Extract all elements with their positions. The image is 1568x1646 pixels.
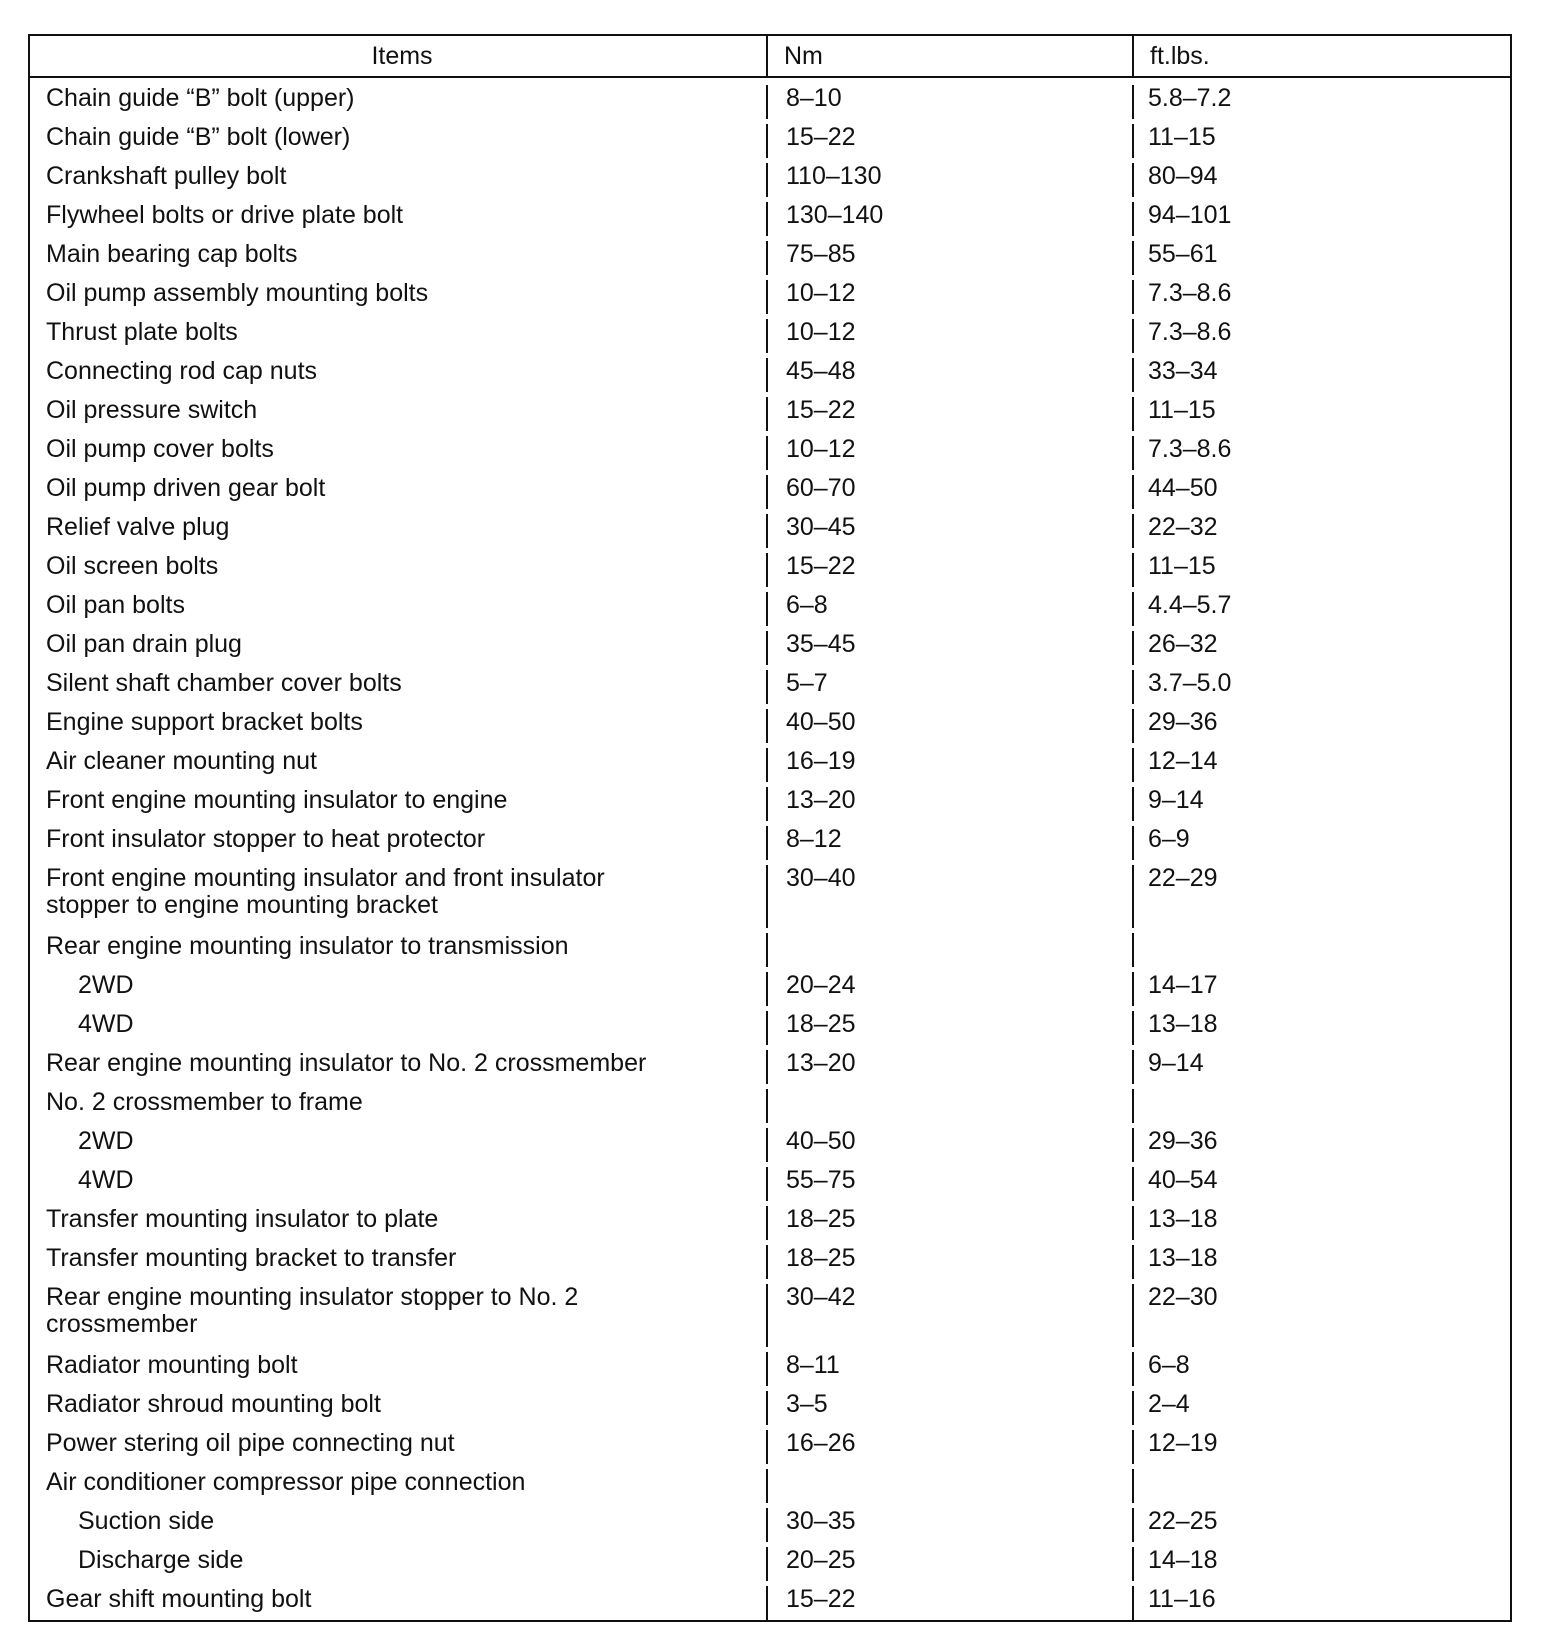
item-label: Air conditioner compressor pipe connection — [46, 1468, 526, 1496]
item-label: Silent shaft chamber cover bolts — [46, 669, 402, 697]
nm-value: 18–25 — [786, 1205, 856, 1233]
item-label: 2WD — [78, 1127, 134, 1155]
nm-value: 40–50 — [786, 1127, 856, 1155]
ftlbs-value: 2–4 — [1148, 1390, 1190, 1418]
ftlbs-value: 40–54 — [1148, 1166, 1218, 1194]
ftlbs-value: 5.8–7.2 — [1148, 84, 1232, 112]
item-label: Oil pump assembly mounting bolts — [46, 279, 429, 307]
item-label: Power stering oil pipe connecting nut — [46, 1429, 455, 1457]
nm-value: 16–19 — [786, 747, 856, 775]
ftlbs-value: 13–18 — [1148, 1010, 1218, 1038]
table-row — [30, 1279, 1510, 1347]
item-label: Rear engine mounting insulator to No. 2 crossmember — [46, 1049, 647, 1077]
ftlbs-value: 11–16 — [1148, 1585, 1216, 1613]
item-label: Rear engine mounting insulator to transmission — [46, 932, 569, 960]
item-label: 2WD — [78, 971, 134, 999]
item-label: Discharge side — [78, 1546, 244, 1574]
nm-value: 5–7 — [786, 669, 828, 697]
header-ftlbs: ft.lbs. — [1132, 36, 1510, 76]
ftlbs-value: 94–101 — [1148, 201, 1232, 229]
item-label: Front engine mounting insulator to engine — [46, 786, 508, 814]
item-label: Oil pump driven gear bolt — [46, 474, 326, 502]
table-row — [30, 470, 1510, 509]
nm-value: 15–22 — [786, 123, 856, 151]
item-label: 4WD — [78, 1166, 134, 1194]
ftlbs-value: 80–94 — [1148, 162, 1218, 190]
table-row — [30, 821, 1510, 860]
torque-spec-table — [28, 34, 1512, 1622]
nm-value: 10–12 — [786, 279, 856, 307]
table-row — [30, 197, 1510, 236]
nm-value: 110–130 — [786, 162, 882, 190]
nm-value: 13–20 — [786, 786, 856, 814]
item-label: Flywheel bolts or drive plate bolt — [46, 201, 404, 229]
table-row — [30, 353, 1510, 392]
table-row — [30, 782, 1510, 821]
item-label: Main bearing cap bolts — [46, 240, 298, 268]
item-label: Oil pressure switch — [46, 396, 258, 424]
item-label: Oil pan bolts — [46, 591, 185, 619]
nm-value: 30–45 — [786, 513, 856, 541]
nm-value: 3–5 — [786, 1390, 828, 1418]
nm-value: 8–11 — [786, 1351, 840, 1379]
table-row — [30, 1464, 1510, 1503]
ftlbs-value: 11–15 — [1148, 123, 1216, 151]
ftlbs-value: 7.3–8.6 — [1148, 279, 1232, 307]
item-label: Radiator shroud mounting bolt — [46, 1390, 381, 1418]
nm-value: 18–25 — [786, 1010, 856, 1038]
nm-value: 20–25 — [786, 1546, 856, 1574]
nm-value: 10–12 — [786, 435, 856, 463]
table-row — [30, 1503, 1510, 1542]
table-row — [30, 1045, 1510, 1084]
header-nm: Nm — [766, 36, 1132, 76]
item-label: Rear engine mounting insulator stopper to No. 2 crossmember — [46, 1283, 579, 1338]
item-label: Transfer mounting insulator to plate — [46, 1205, 439, 1233]
nm-value: 20–24 — [786, 971, 856, 999]
nm-value: 45–48 — [786, 357, 856, 385]
table-row — [30, 275, 1510, 314]
ftlbs-value: 6–8 — [1148, 1351, 1190, 1379]
nm-value: 35–45 — [786, 630, 856, 658]
nm-value: 55–75 — [786, 1166, 856, 1194]
table-row — [30, 1201, 1510, 1240]
nm-value: 15–22 — [786, 1585, 856, 1613]
item-label: No. 2 crossmember to frame — [46, 1088, 363, 1116]
item-label: Oil screen bolts — [46, 552, 219, 580]
ftlbs-value: 6–9 — [1148, 825, 1190, 853]
item-label: Chain guide “B” bolt (upper) — [46, 84, 355, 112]
ftlbs-value: 14–17 — [1148, 971, 1218, 999]
ftlbs-value: 4.4–5.7 — [1148, 591, 1232, 619]
item-label: Relief valve plug — [46, 513, 230, 541]
ftlbs-value: 13–18 — [1148, 1244, 1218, 1272]
ftlbs-value: 9–14 — [1148, 1049, 1204, 1077]
ftlbs-value: 11–15 — [1148, 552, 1216, 580]
table-row — [30, 1386, 1510, 1425]
item-label: Oil pump cover bolts — [46, 435, 274, 463]
table-row — [30, 1542, 1510, 1581]
table-row — [30, 743, 1510, 782]
item-label: Engine support bracket bolts — [46, 708, 363, 736]
table-row — [30, 1347, 1510, 1386]
nm-value: 30–35 — [786, 1507, 856, 1535]
ftlbs-value: 29–36 — [1148, 708, 1218, 736]
item-label: Suction side — [78, 1507, 215, 1535]
ftlbs-value: 55–61 — [1148, 240, 1218, 268]
ftlbs-value: 13–18 — [1148, 1205, 1218, 1233]
nm-value: 30–42 — [786, 1283, 856, 1311]
table-row — [30, 665, 1510, 704]
table-row — [30, 626, 1510, 665]
ftlbs-value: 12–19 — [1148, 1429, 1218, 1457]
table-row — [30, 1084, 1510, 1123]
nm-value: 15–22 — [786, 552, 856, 580]
nm-value: 30–40 — [786, 864, 856, 892]
item-label: Connecting rod cap nuts — [46, 357, 318, 385]
table-row — [30, 1162, 1510, 1201]
table-row — [30, 587, 1510, 626]
ftlbs-value: 33–34 — [1148, 357, 1218, 385]
item-label: Radiator mounting bolt — [46, 1351, 298, 1379]
item-label: Gear shift mounting bolt — [46, 1585, 312, 1613]
ftlbs-value: 7.3–8.6 — [1148, 435, 1232, 463]
ftlbs-value: 26–32 — [1148, 630, 1218, 658]
item-label: Front insulator stopper to heat protector — [46, 825, 486, 853]
ftlbs-value: 22–30 — [1148, 1283, 1218, 1311]
ftlbs-value: 3.7–5.0 — [1148, 669, 1232, 697]
table-row — [30, 967, 1510, 1006]
nm-value: 8–10 — [786, 84, 842, 112]
ftlbs-value: 11–15 — [1148, 396, 1216, 424]
nm-value: 10–12 — [786, 318, 856, 346]
nm-value: 13–20 — [786, 1049, 856, 1077]
nm-value: 16–26 — [786, 1429, 856, 1457]
table-body — [30, 78, 1510, 1620]
table-row — [30, 704, 1510, 743]
table-row — [30, 314, 1510, 353]
header-items: Items — [371, 42, 433, 70]
item-label: Oil pan drain plug — [46, 630, 242, 658]
nm-value: 6–8 — [786, 591, 828, 619]
table-row — [30, 1581, 1510, 1620]
table-row — [30, 236, 1510, 275]
ftlbs-value: 22–29 — [1148, 864, 1218, 892]
nm-value: 130–140 — [786, 201, 884, 229]
table-row — [30, 1006, 1510, 1045]
item-label: Air cleaner mounting nut — [46, 747, 317, 775]
ftlbs-value: 14–18 — [1148, 1546, 1218, 1574]
item-label: Chain guide “B” bolt (lower) — [46, 123, 351, 151]
nm-value: 8–12 — [786, 825, 842, 853]
table-row — [30, 158, 1510, 197]
item-label: Thrust plate bolts — [46, 318, 238, 346]
ftlbs-value: 29–36 — [1148, 1127, 1218, 1155]
item-label: Transfer mounting bracket to transfer — [46, 1244, 457, 1272]
table-header — [30, 36, 1510, 78]
nm-value: 15–22 — [786, 396, 856, 424]
table-row — [30, 431, 1510, 470]
ftlbs-value: 9–14 — [1148, 786, 1204, 814]
nm-value: 75–85 — [786, 240, 856, 268]
table-row — [30, 928, 1510, 967]
ftlbs-value: 22–25 — [1148, 1507, 1218, 1535]
item-label: Crankshaft pulley bolt — [46, 162, 287, 190]
ftlbs-value: 12–14 — [1148, 747, 1218, 775]
table-row — [30, 509, 1510, 548]
table-row — [30, 80, 1510, 119]
item-label: 4WD — [78, 1010, 134, 1038]
ftlbs-value: 7.3–8.6 — [1148, 318, 1232, 346]
table-row — [30, 548, 1510, 587]
table-row — [30, 1123, 1510, 1162]
item-label: Front engine mounting insulator and front insulator stopper to engine mounting bracket — [46, 864, 605, 919]
nm-value: 60–70 — [786, 474, 856, 502]
table-row — [30, 860, 1510, 928]
nm-value: 18–25 — [786, 1244, 856, 1272]
ftlbs-value: 22–32 — [1148, 513, 1218, 541]
table-row — [30, 392, 1510, 431]
table-row — [30, 1425, 1510, 1464]
table-row — [30, 1240, 1510, 1279]
nm-value: 40–50 — [786, 708, 856, 736]
ftlbs-value: 44–50 — [1148, 474, 1218, 502]
table-row — [30, 119, 1510, 158]
